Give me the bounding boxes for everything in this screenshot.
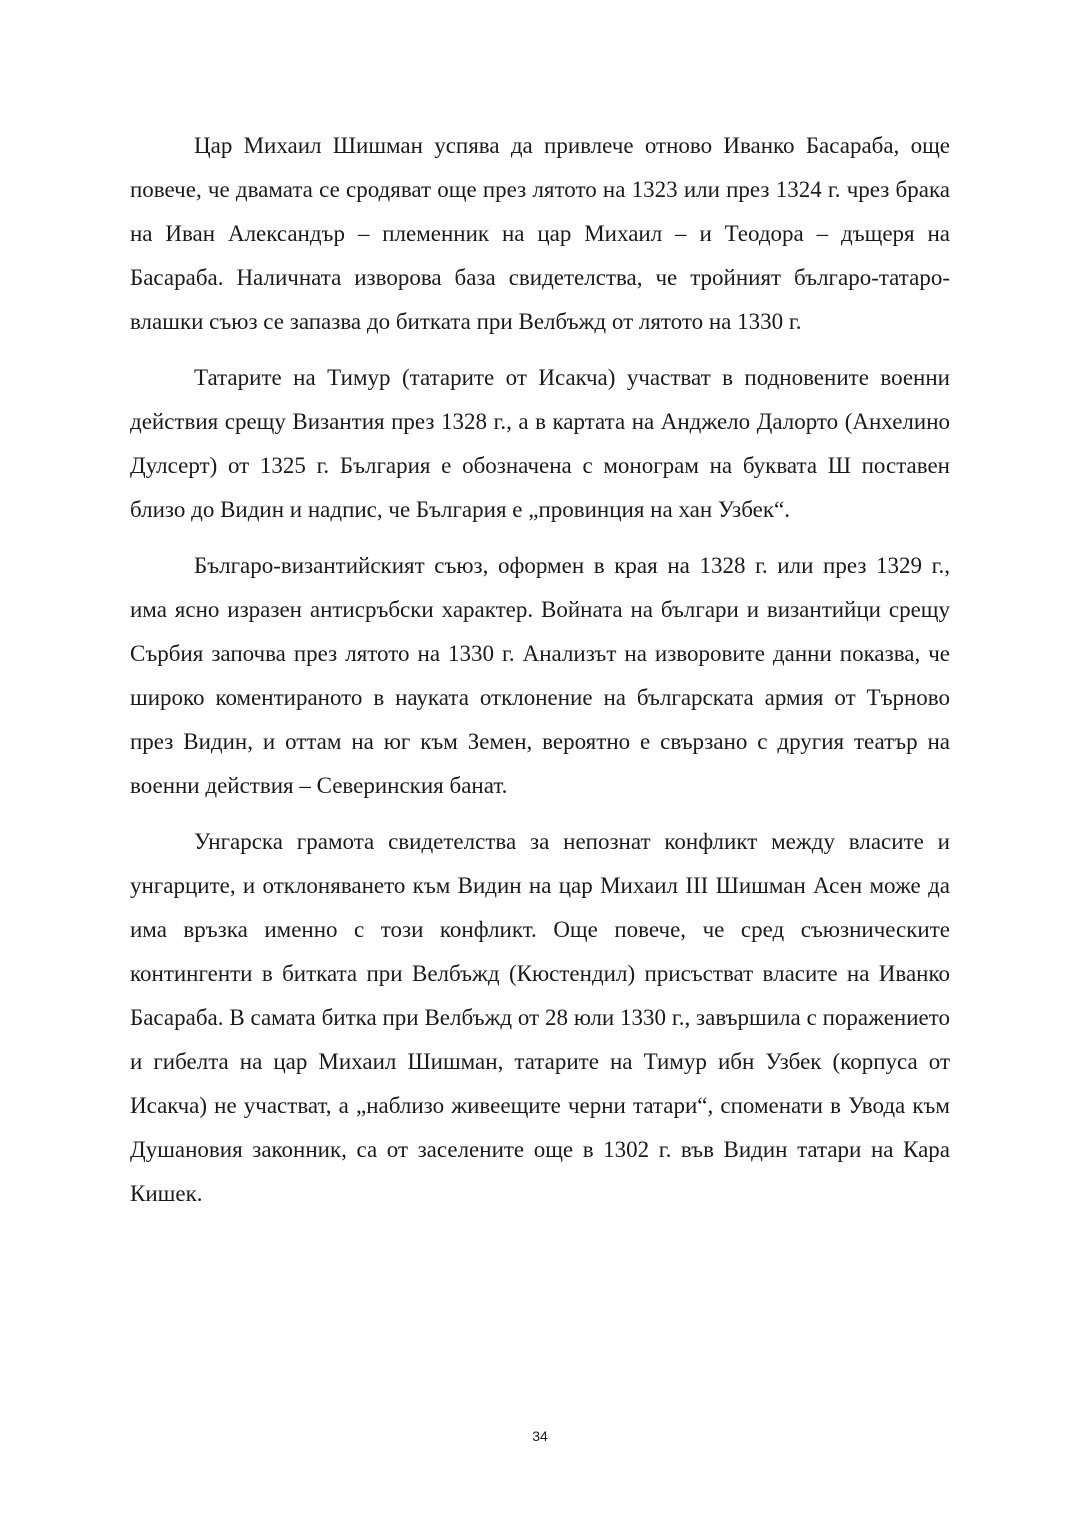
body-text [130, 124, 950, 1228]
paragraph-3: Българо-византийският съюз, оформен в края на 1328 г. или през 1329 г., има ясно изразен антисръбски характер. Войната на българи и византийци срещу Сърбия започва през лятото на 1330 г. Анализът на изворовите данни показва, че широко коментираното в науката отклонение на българската армия от Търново през Видин, и оттам на юг към Земен, вероятно е свързано с другия театър на военни действия – Северинския банат. [130, 553, 950, 798]
page-number: 34 [532, 1428, 548, 1444]
paragraph-1: Цар Михаил Шишман успява да привлече отново Иванко Басараба, още повече, че двамата се сродяват още през лятото на 1323 или през 1324 г. чрез брака на Иван Александър – племенник на цар Михаил – и Теодора – дъщеря на Басараба. Наличната изворова база свидетелства, че тройният българо-татаро-влашки съюз се запазва до битката при Велбъжд от лятото на 1330 г. [130, 133, 950, 334]
paragraph-4: Унгарска грамота свидетелства за непознат конфликт между власите и унгарците, и отклоняването към Видин на цар Михаил III Шишман Асен може да има връзка именно с този конфликт. Още повече, че сред съюзническите контингенти в битката при Велбъжд (Кюстендил) присъстват власите на Иванко Басараба. В самата битка при Велбъжд от 28 юли 1330 г., завършила с поражението и гибелта на цар Михаил Шишман, татарите на Тимур ибн Узбек (корпуса от Исакча) не участват, а „наблизо живеещите черни татари“, споменати в Увода към Душановия законник, са от заселените още в 1302 г. във Видин татари на Кара Кишек. [130, 829, 950, 1206]
paragraph-2: Татарите на Тимур (татарите от Исакча) участват в подновените военни действия срещу Византия през 1328 г., а в картата на Анджело Далорто (Анхелино Дулсерт) от 1325 г. България е обозначена с монограм на буквата Ш поставен близо до Видин и надпис, че България е „провинция на хан Узбек“. [130, 365, 950, 522]
